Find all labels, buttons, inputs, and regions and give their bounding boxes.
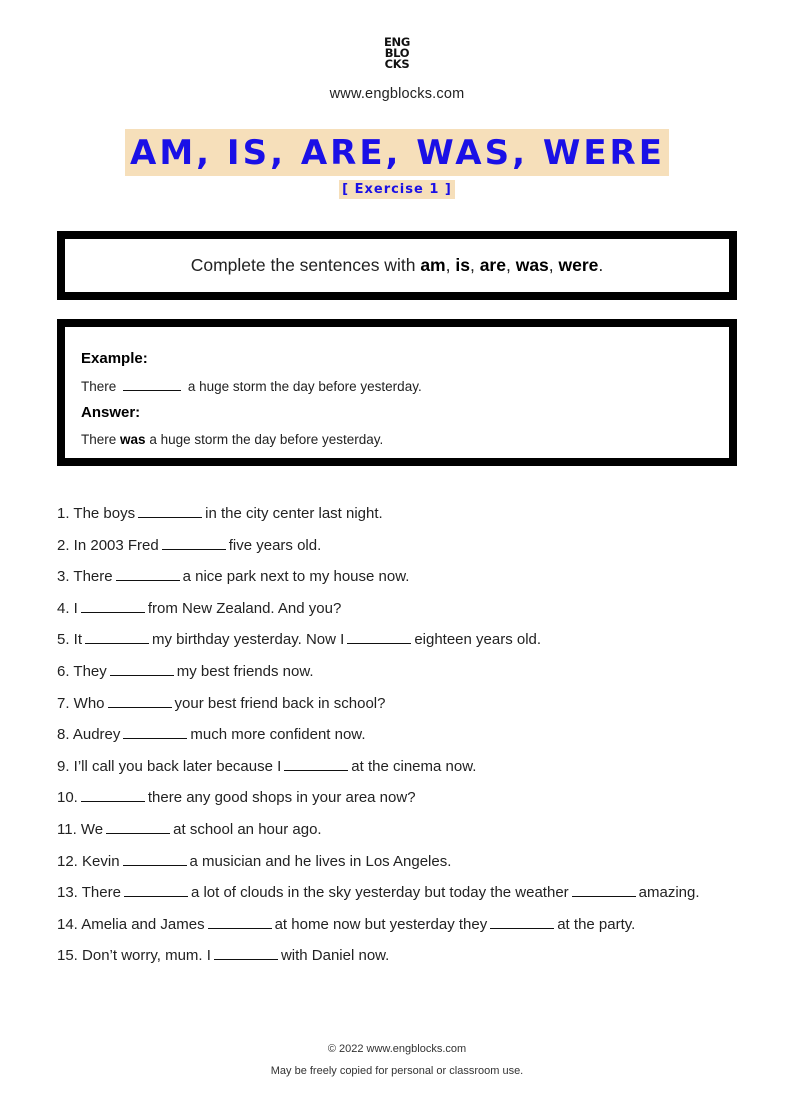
example-label: Example: bbox=[81, 350, 148, 367]
instructions-box bbox=[57, 231, 737, 300]
exercise-item bbox=[57, 851, 757, 883]
exercise-list bbox=[57, 503, 757, 977]
target-word: was bbox=[515, 255, 549, 275]
exercise-text: 14. Amelia and James bbox=[57, 915, 205, 933]
exercise-item bbox=[57, 914, 757, 946]
exercise-text: my birthday yesterday. Now I bbox=[152, 631, 345, 649]
exercise-text: a musician and he lives in Los Angeles. bbox=[189, 852, 452, 870]
target-word: were bbox=[558, 255, 599, 275]
answer-sentence: There was a huge storm the day before yesterday. bbox=[81, 432, 384, 447]
answer-blank[interactable] bbox=[347, 629, 411, 644]
exercise-text: 12. Kevin bbox=[57, 852, 120, 870]
exercise-item bbox=[57, 503, 757, 535]
exercise-text: 2. In 2003 Fred bbox=[57, 536, 159, 554]
answer-blank[interactable] bbox=[214, 945, 278, 960]
exercise-text: eighteen years old. bbox=[414, 631, 542, 649]
exercise-text: 8. Audrey bbox=[57, 726, 121, 744]
exercise-text: in the city center last night. bbox=[205, 505, 383, 522]
answer-blank[interactable] bbox=[108, 693, 172, 708]
exercise-subtitle: [ Exercise 1 ] bbox=[339, 180, 455, 199]
exercise-text: 1. The boys bbox=[57, 505, 136, 522]
answer-blank[interactable] bbox=[138, 503, 202, 518]
exercise-text: 3. There bbox=[57, 568, 113, 586]
exercise-text: 10. bbox=[57, 789, 78, 807]
answer-word: was bbox=[120, 432, 146, 447]
exercise-text: 15. Don’t worry, mum. I bbox=[57, 947, 211, 965]
answer-blank[interactable] bbox=[123, 724, 187, 739]
answer-blank[interactable] bbox=[110, 661, 174, 676]
exercise-text: 9. I’ll call you back later because I bbox=[57, 757, 282, 775]
answer-blank[interactable] bbox=[81, 787, 145, 802]
answer-blank[interactable] bbox=[208, 914, 272, 929]
separator: , bbox=[469, 255, 480, 275]
exercise-text: my best friends now. bbox=[176, 662, 314, 680]
logo-line: ENG bbox=[383, 35, 411, 49]
instructions-suffix: . bbox=[598, 255, 604, 275]
answer-blank[interactable] bbox=[85, 629, 149, 644]
exercise-item bbox=[57, 535, 757, 567]
exercise-item bbox=[57, 882, 757, 914]
separator: , bbox=[505, 255, 516, 275]
exercise-text: your best friend back in school? bbox=[174, 694, 386, 712]
site-url[interactable]: www.engblocks.com bbox=[329, 86, 465, 102]
exercise-text: at the party. bbox=[557, 915, 636, 933]
exercise-item bbox=[57, 787, 757, 819]
exercise-item bbox=[57, 566, 757, 598]
exercise-text: at school an hour ago. bbox=[173, 820, 322, 838]
exercise-text: with Daniel now. bbox=[280, 947, 390, 965]
exercise-item bbox=[57, 945, 757, 977]
footer-note: May be freely copied for personal or classroom use. bbox=[270, 1065, 524, 1077]
answer-label: Answer: bbox=[81, 404, 141, 421]
exercise-text: a lot of clouds in the sky yesterday but today the weather bbox=[190, 884, 569, 902]
footer-copyright: © 2022 www.engblocks.com bbox=[327, 1043, 467, 1055]
answer-blank[interactable] bbox=[490, 914, 554, 929]
instructions-prefix: Complete the sentences with bbox=[190, 255, 416, 275]
target-word: is bbox=[455, 255, 470, 275]
exercise-text: from New Zealand. And you? bbox=[147, 599, 342, 617]
exercise-text: at the cinema now. bbox=[351, 757, 477, 775]
answer-blank[interactable] bbox=[81, 598, 145, 613]
target-word: are bbox=[479, 255, 506, 275]
example-sentence: There a huge storm the day before yesterday. bbox=[81, 379, 422, 394]
exercise-text: 13. There bbox=[57, 884, 121, 902]
exercise-text: five years old. bbox=[228, 536, 322, 554]
exercise-item bbox=[57, 661, 757, 693]
answer-blank[interactable] bbox=[162, 535, 226, 550]
exercise-text: a nice park next to my house now. bbox=[182, 568, 410, 586]
answer-blank[interactable] bbox=[124, 882, 188, 897]
example-box bbox=[57, 319, 737, 466]
page-title: AM, IS, ARE, WAS, WERE bbox=[125, 129, 669, 176]
answer-blank[interactable] bbox=[106, 819, 170, 834]
answer-blank[interactable] bbox=[284, 756, 348, 771]
answer-blank[interactable] bbox=[572, 882, 636, 897]
exercise-text: much more confident now. bbox=[190, 726, 366, 744]
exercise-item bbox=[57, 756, 757, 788]
exercise-item bbox=[57, 693, 757, 725]
exercise-text: 7. Who bbox=[57, 694, 105, 712]
exercise-item bbox=[57, 724, 757, 756]
exercise-item bbox=[57, 629, 757, 661]
separator: , bbox=[548, 255, 559, 275]
exercise-text: at home now but yesterday they bbox=[274, 915, 488, 933]
exercise-item bbox=[57, 819, 757, 851]
separator: , bbox=[445, 255, 456, 275]
answer-blank[interactable] bbox=[116, 566, 180, 581]
exercise-text: amazing. bbox=[638, 884, 700, 902]
exercise-item bbox=[57, 598, 757, 630]
exercise-text: 5. It bbox=[57, 631, 83, 649]
logo-line: CKS bbox=[384, 57, 410, 71]
engblocks-logo bbox=[0, 37, 794, 70]
example-blank bbox=[123, 378, 181, 391]
exercise-text: 4. I bbox=[57, 599, 78, 617]
exercise-text: 11. We bbox=[57, 820, 104, 838]
exercise-text: there any good shops in your area now? bbox=[147, 789, 416, 807]
answer-blank[interactable] bbox=[123, 851, 187, 866]
exercise-text: 6. They bbox=[57, 662, 107, 680]
logo-line: BLO bbox=[384, 46, 410, 60]
target-word: am bbox=[420, 255, 446, 275]
